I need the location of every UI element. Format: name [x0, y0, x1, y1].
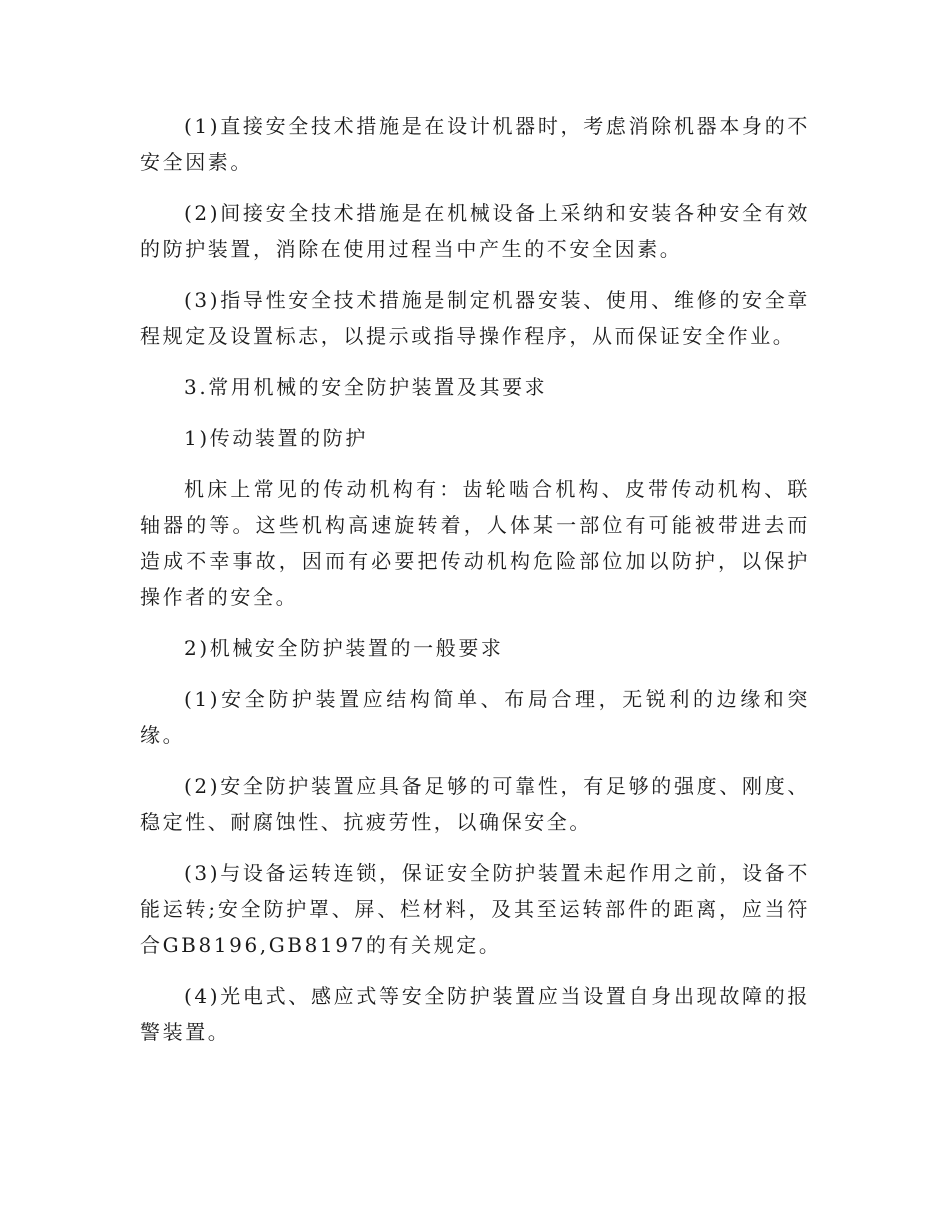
- paragraph-transmission-mechanisms: 机床上常见的传动机构有：齿轮啮合机构、皮带传动机构、联轴器的等。这些机构高速旋转着，人体某一部位有可能被带进去而造成不幸事故，因而有必要把传动机构危险部位加以防护，以保护操作者的安全。: [140, 477, 810, 609]
- paragraph-requirement-3: (3)与设备运转连锁，保证安全防护装置未起作用之前，设备不能运转;安全防护罩、屏、栏材料，及其至运转部件的距离，应当符合GB8196,GB8197的有关规定。: [140, 861, 810, 957]
- paragraph-direct-safety-measures: (1)直接安全技术措施是在设计机器时，考虑消除机器本身的不安全因素。: [140, 114, 810, 174]
- paragraph-requirement-2: (2)安全防护装置应具备足够的可靠性，有足够的强度、刚度、稳定性、耐腐蚀性、抗疲劳性，以确保安全。: [140, 774, 810, 834]
- paragraph-requirement-4: (4)光电式、感应式等安全防护装置应当设置自身出现故障的报警装置。: [140, 984, 810, 1044]
- paragraph-indirect-safety-measures: (2)间接安全技术措施是在机械设备上采纳和安装各种安全有效的防护装置，消除在使用过程当中产生的不安全因素。: [140, 201, 810, 261]
- document-body: [140, 108, 810, 1065]
- section-heading-protective-devices: 3.常用机械的安全防护装置及其要求: [184, 375, 548, 399]
- paragraph-requirement-1: (1)安全防护装置应结构简单、布局合理，无锐利的边缘和突缘。: [140, 687, 810, 747]
- paragraph-guiding-safety-measures: (3)指导性安全技术措施是制定机器安装、使用、维修的安全章程规定及设置标志，以提示或指导操作程序，从而保证安全作业。: [140, 288, 810, 348]
- subsection-heading-general-requirements: 2)机械安全防护装置的一般要求: [184, 636, 504, 660]
- subsection-heading-transmission-protection: 1)传动装置的防护: [184, 426, 368, 450]
